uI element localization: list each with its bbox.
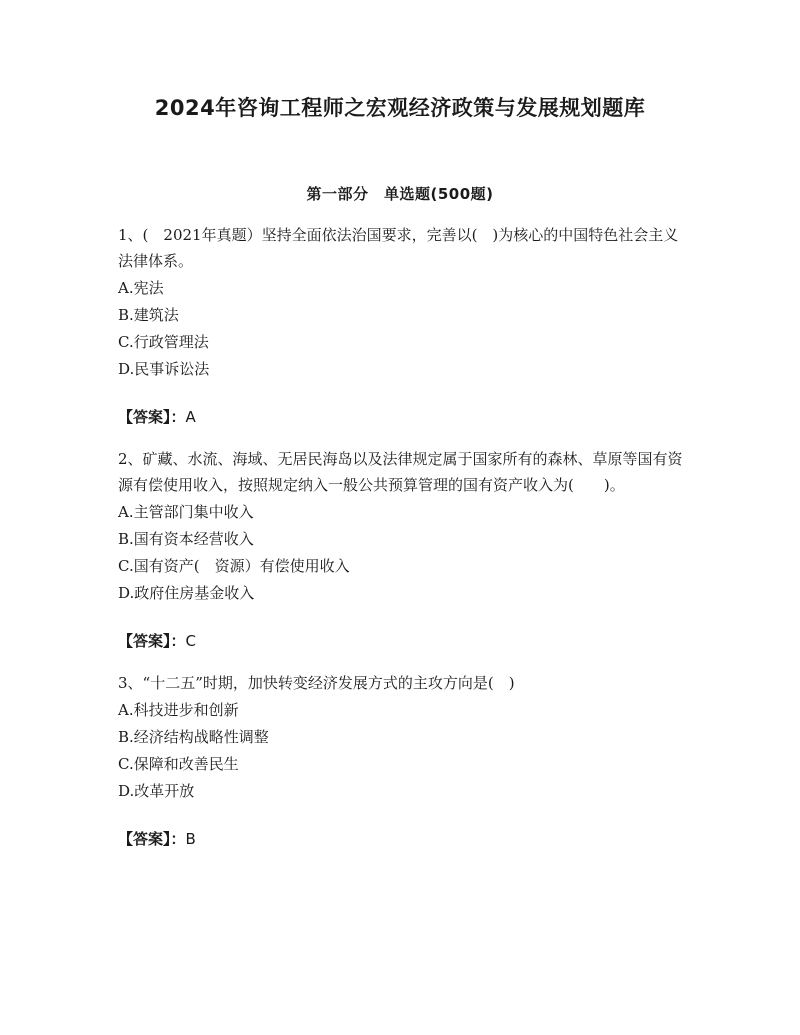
- question-text: 2、矿藏、水流、海域、无居民海岛以及法律规定属于国家所有的森林、草原等国有资源有偿使用收入，按照规定纳入一般公共预算管理的国有资产收入为( )。: [118, 450, 683, 494]
- document-title: 2024年咨询工程师之宏观经济政策与发展规划题库: [154, 96, 646, 120]
- option-d: D.政府住房基金收入: [118, 584, 255, 602]
- option-d: D.民事诉讼法: [118, 360, 210, 378]
- answer-value: B: [185, 830, 196, 848]
- option-a: A.科技进步和创新: [118, 701, 239, 719]
- option-c: C.行政管理法: [118, 333, 209, 351]
- answer-label: 【答案】：: [118, 632, 186, 650]
- answer-label: 【答案】：: [118, 830, 186, 848]
- section-heading: 第一部分 单选题(500题): [306, 185, 494, 203]
- question-list: [118, 222, 684, 868]
- answer-line: [118, 404, 684, 430]
- answer-line: [118, 628, 684, 654]
- option-d: D.改革开放: [118, 782, 195, 800]
- question-2: [118, 446, 684, 654]
- option-c: C.国有资产( 资源）有偿使用收入: [118, 557, 350, 575]
- answer-label: 【答案】：: [118, 408, 186, 426]
- question-3: [118, 670, 684, 852]
- option-a: A.主管部门集中收入: [118, 503, 254, 521]
- question-text: 3、“十二五”时期，加快转变经济发展方式的主攻方向是( ): [118, 674, 515, 692]
- question-text: 1、( 2021年真题）坚持全面依法治国要求，完善以( )为核心的中国特色社会主义法律体系。: [118, 226, 679, 270]
- answer-value: A: [185, 408, 196, 426]
- option-c: C.保障和改善民生: [118, 755, 239, 773]
- option-a: A.宪法: [118, 279, 164, 297]
- answer-line: [118, 826, 684, 852]
- question-1: [118, 222, 684, 430]
- option-b: B.经济结构战略性调整: [118, 728, 269, 746]
- option-b: B.建筑法: [118, 306, 179, 324]
- option-b: B.国有资本经营收入: [118, 530, 254, 548]
- answer-value: C: [185, 632, 196, 650]
